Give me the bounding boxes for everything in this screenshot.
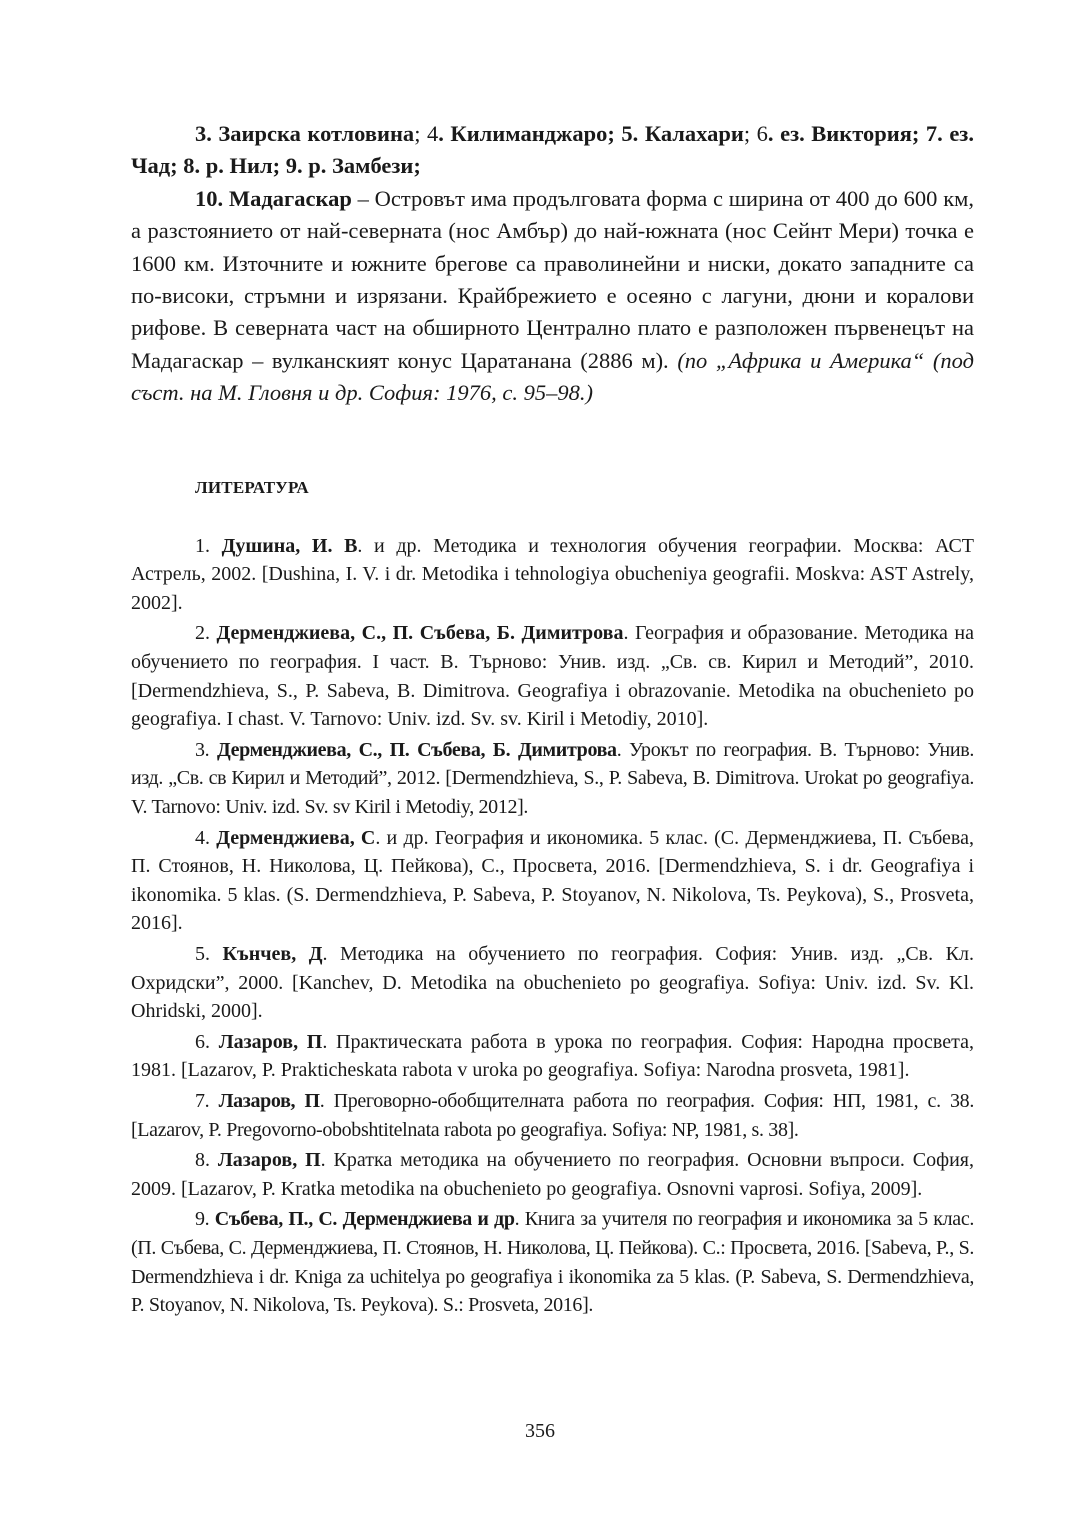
reference-text: . Кратка методика на обучението по география. Основни въпроси. София, 2009. [Lazarov, P. Kratka metodika na obuchenieto po geografiya. Osnovni vaprosi. Sofiya, 2009]. — [131, 1149, 974, 1200]
reference-number: 6. — [195, 1030, 219, 1053]
reference-list — [131, 532, 974, 1320]
reference-author: Дерменджиева, С., П. Събева, Б. Димитрова — [216, 622, 624, 645]
reference-item — [131, 1028, 974, 1085]
reference-number: 1. — [195, 534, 222, 557]
reference-author: Душина, И. В — [221, 534, 358, 557]
answers-paragraph — [131, 118, 974, 183]
answer-6-9: . ез. Виктория; 7. ез. Чад; 8. р. Нил; 9. р. Замбези; — [131, 121, 974, 179]
reference-item — [131, 619, 974, 733]
reference-text: . География и образование. Методика на обучението по география. I част. В. Търново: Унив. изд. „Св. св. Кирил и Методий”, 2010. [Dermendzhieva, S., P. Sabeva, B. Dimitrova. Geografiya i obrazovanie. Metodika na obuchenieto po geografiya. I chast. V. Tarnovo: Univ. izd. Sv. sv. Kiril i Metodiy, 2010]. — [131, 622, 974, 731]
reference-number: 8. — [195, 1149, 218, 1172]
reference-number: 9. — [195, 1208, 215, 1231]
reference-number: 5. — [195, 942, 223, 965]
reference-author: Дерменджиева, С., П. Събева, Б. Димитрова — [216, 738, 617, 761]
reference-author: Лазаров, П — [217, 1149, 321, 1172]
madagascar-lead: 10. Мадагаскар — [195, 185, 352, 211]
reference-text: . Методика на обучението по география. София: Унив. изд. „Св. Кл. Охридски”, 2000. [Kanchev, D. Metodika na obuchenieto po geografiya. Sofiya: Univ. izd. Sv. Kl. Ohridski, 2000]. — [131, 942, 974, 1023]
reference-number: 3. — [195, 738, 217, 761]
reference-number: 7. — [195, 1089, 219, 1112]
reference-text: . Урокът по география. В. Търново: Унив. изд. „Св. св Кирил и Методий”, 2012. [Dermendzhieva, S., P. Sabeva, B. Dimitrova. Urokat po geografiya. V. Tarnovo: Univ. izd. Sv. sv Kiril i Metodiy, 2012]. — [131, 738, 974, 818]
reference-author: Лазаров, П — [218, 1089, 320, 1112]
reference-text: . и др. География и икономика. 5 клас. (С. Дерменджиева, П. Събева, П. Стоянов, Н. Николова, Ц. Пейкова), С., Просвета, 2016. [Dermendzhieva, S. i dr. Geografiya i ikonomika. 5 klas. (S. Dermendzhieva, P. Sabeva, P. Stoyanov, N. Nikolova, Ts. Peykova), S., Prosveta, 2016]. — [131, 826, 974, 935]
reference-text: . Преговорно-обобщителната работа по география. София: НП, 1981, с. 38. [Lazarov, P. Pregovorno-obobshtitelnata rabota po geografiya. Sofiya: NP, 1981, s. 38]. — [131, 1089, 974, 1141]
reference-author: Дерменджиева, С — [216, 826, 376, 849]
reference-item — [131, 940, 974, 1026]
reference-author: Събева, П., С. Дерменджиева и др — [214, 1208, 515, 1231]
answer-separator: ; 4 — [414, 121, 439, 146]
madagascar-source: (по „Африка и Америка“ (под съст. на М. Гловня и др. София: 1976, с. 95–98.) — [131, 347, 975, 406]
reference-number: 2. — [195, 622, 217, 645]
answer-separator: ; 6 — [743, 121, 768, 146]
reference-text: . Книга за учителя по география и икономика за 5 клас. (П. Събева, С. Дерменджиева, П. Стоянов, Н. Николова, Ц. Пейкова). С.: Просвета, 2016. [Sabeva, P., S. Dermendzhieva i dr. Kniga za uchitelya po geografiya i ikonomika za 5 klas. (P. Sabeva, S. Dermendzhieva, P. Stoyanov, N. Nikolova, Ts. Peykova). S.: Prosveta, 2016]. — [131, 1208, 974, 1317]
reference-item — [131, 824, 974, 938]
answer-3: 3. Заирска котловина — [195, 121, 415, 146]
page-number: 356 — [525, 1420, 555, 1442]
reference-number: 4. — [195, 826, 217, 849]
madagascar-paragraph — [131, 183, 974, 410]
reference-item — [131, 736, 974, 822]
reference-author: Лазаров, П — [218, 1030, 323, 1053]
answer-4-5: . Килиманджаро; 5. Калахари — [438, 121, 744, 146]
reference-text: . Практическата работа в урока по география. София: Народна просвета, 1981. [Lazarov, P. Prakticheskata rabota v uroka po geografiya. Sofiya: Narodna prosveta, 1981]. — [131, 1030, 975, 1082]
reference-text: . и др. Методика и технология обучения географии. Москва: АСТ Астрель, 2002. [Dushina, I. V. i dr. Metodika i tehnologiya obucheniya geografii. Moskva: AST Astrely, 2002]. — [131, 534, 975, 614]
page-content — [131, 118, 974, 1322]
references-heading: ЛИТЕРАТУРА — [195, 477, 309, 497]
reference-author: Кънчев, Д — [222, 942, 323, 965]
reference-item — [131, 532, 974, 618]
reference-item — [131, 1205, 974, 1319]
reference-item — [131, 1146, 974, 1203]
reference-item — [131, 1087, 974, 1144]
madagascar-body: – Островът има продълговата форма с ширина от 400 до 600 км, а разстоянието от най-северната (нос Амбър) до най-южната (нос Сейнт Мери) точка е 1600 км. Източните и южните брегове са праволинейни и ниски, докато западните са по-високи, стръмни и изрязани. Крайбрежието е осеяно с лагуни, дюни и коралови рифове. В северната част на обширното Централно плато е разположен първенецът на Мадагаскар – вулканският конус Царатанана (2886 м). — [131, 185, 974, 373]
